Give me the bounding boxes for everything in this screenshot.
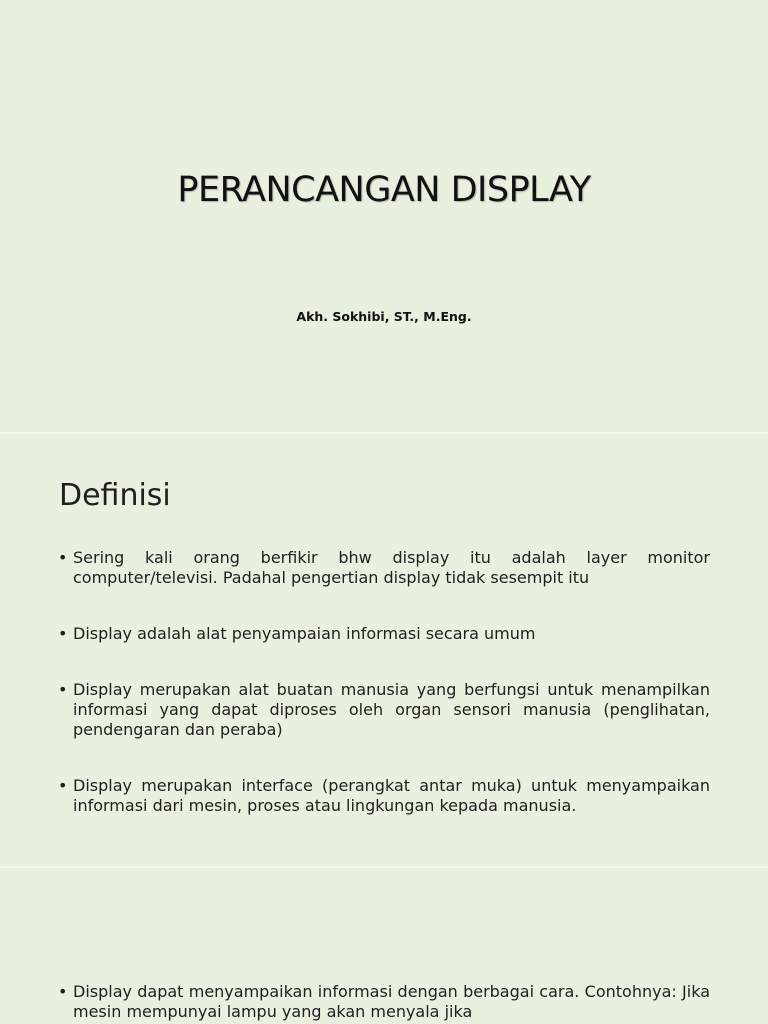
bullet-text: • Display merupakan interface (perangkat antar muka) untuk menyampaikan informasi dari mesin, proses atau lingkungan kepada manusia. <box>73 776 710 815</box>
bullet-list <box>58 982 710 1024</box>
bullet-item <box>58 776 710 816</box>
bullet-text: • Display dapat menyampaikan informasi dengan berbagai cara. Contohnya: Jika mesin mempunyai lampu yang akan menyala jika <box>73 982 710 1021</box>
bullet-text: • Display merupakan alat buatan manusia yang berfungsi untuk menampilkan informasi yang dapat diproses oleh organ sensori manusia (penglihatan, pendengaran dan peraba) <box>73 680 710 739</box>
bullet-item <box>58 624 710 644</box>
bullet-list <box>58 548 710 852</box>
bullet-item <box>58 548 710 588</box>
bullet-item <box>58 680 710 740</box>
author-name: Akh. Sokhibi, ST., M.Eng. <box>296 309 472 324</box>
presentation-title: PERANCANGAN DISPLAY <box>177 170 591 210</box>
slide-continuation <box>0 868 768 1024</box>
slide-title <box>0 0 768 432</box>
bullet-text: • Sering kali orang berfikir bhw display itu adalah layer monitor computer/televisi. Padahal pengertian display tidak sesempit itu <box>73 548 710 587</box>
slide-heading: Definisi <box>59 478 171 513</box>
bullet-text: • Display adalah alat penyampaian informasi secara umum <box>73 624 536 643</box>
slide-definisi <box>0 434 768 866</box>
bullet-item <box>58 982 710 1022</box>
